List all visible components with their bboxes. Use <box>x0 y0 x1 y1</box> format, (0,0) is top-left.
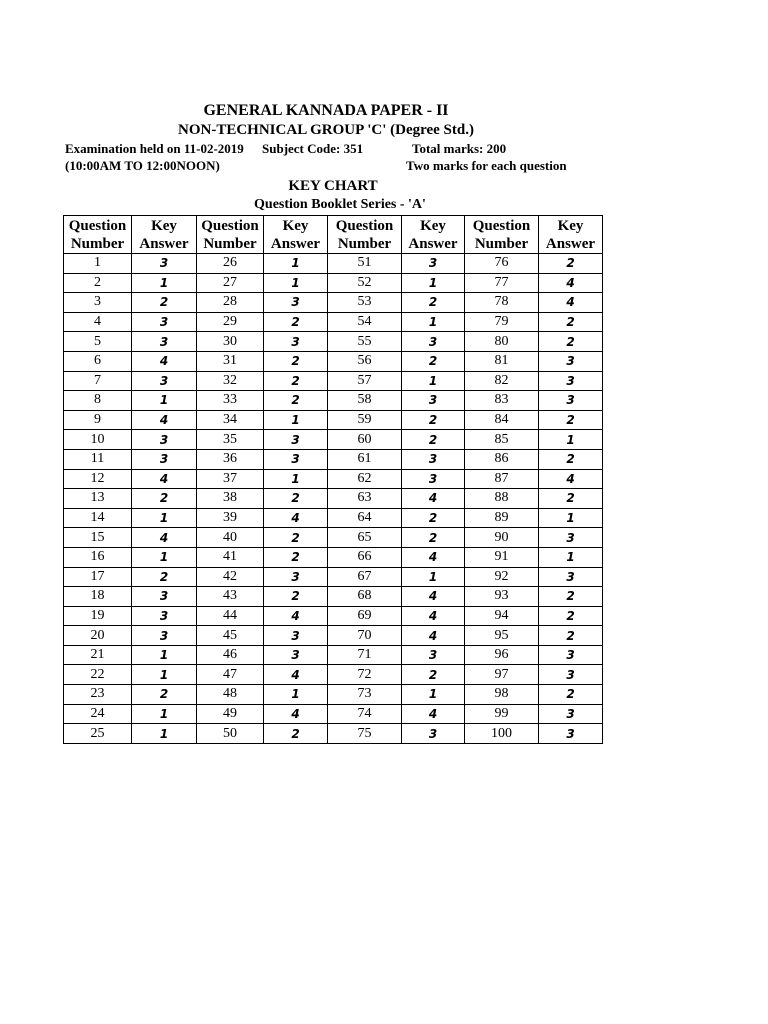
question-number-cell: 54 <box>328 312 402 332</box>
exam-time: (10:00AM TO 12:00NOON) <box>65 158 220 173</box>
table-row <box>64 273 603 293</box>
question-number-cell: 70 <box>328 626 402 646</box>
key-answer-cell: 1 <box>132 704 197 724</box>
key-answer-cell: 1 <box>402 371 465 391</box>
header-row <box>64 216 603 254</box>
key-answer-cell: 2 <box>402 410 465 430</box>
question-number-cell: 21 <box>64 645 132 665</box>
table-row <box>64 567 603 587</box>
booklet-series: Question Booklet Series - 'A' <box>254 197 426 212</box>
question-number-cell: 25 <box>64 724 132 744</box>
key-answer-cell: 3 <box>402 391 465 411</box>
question-number-cell: 13 <box>64 489 132 509</box>
key-answer-cell: 3 <box>132 254 197 274</box>
question-number-cell: 10 <box>64 430 132 450</box>
question-number-cell: 14 <box>64 508 132 528</box>
question-number-cell: 60 <box>328 430 402 450</box>
key-answer-cell: 3 <box>402 645 465 665</box>
key-answer-cell: 4 <box>132 469 197 489</box>
key-answer-cell: 2 <box>264 391 328 411</box>
key-answer-cell: 4 <box>539 469 603 489</box>
question-number-cell: 12 <box>64 469 132 489</box>
question-number-cell: 80 <box>465 332 539 352</box>
key-answer-cell: 1 <box>132 645 197 665</box>
column-header: Question Number <box>197 216 264 254</box>
question-number-cell: 38 <box>197 489 264 509</box>
key-answer-cell: 1 <box>132 724 197 744</box>
key-answer-cell: 4 <box>402 587 465 607</box>
question-number-cell: 55 <box>328 332 402 352</box>
question-number-cell: 68 <box>328 587 402 607</box>
column-header: Key Answer <box>539 216 603 254</box>
question-number-cell: 71 <box>328 645 402 665</box>
table-row <box>64 626 603 646</box>
question-number-cell: 22 <box>64 665 132 685</box>
table-row <box>64 410 603 430</box>
question-number-cell: 83 <box>465 391 539 411</box>
key-answer-cell: 2 <box>539 685 603 705</box>
question-number-cell: 85 <box>465 430 539 450</box>
question-number-cell: 27 <box>197 273 264 293</box>
question-number-cell: 96 <box>465 645 539 665</box>
table-row <box>64 587 603 607</box>
question-number-cell: 89 <box>465 508 539 528</box>
key-answer-cell: 3 <box>132 430 197 450</box>
key-answer-cell: 3 <box>264 626 328 646</box>
question-number-cell: 56 <box>328 351 402 371</box>
key-answer-cell: 3 <box>539 351 603 371</box>
key-answer-cell: 4 <box>132 528 197 548</box>
question-number-cell: 48 <box>197 685 264 705</box>
question-number-cell: 35 <box>197 430 264 450</box>
key-answer-cell: 3 <box>264 430 328 450</box>
column-header: Question Number <box>328 216 402 254</box>
question-number-cell: 19 <box>64 606 132 626</box>
key-answer-cell: 3 <box>132 312 197 332</box>
table-row <box>64 254 603 274</box>
key-answer-cell: 1 <box>539 508 603 528</box>
question-number-cell: 16 <box>64 547 132 567</box>
question-number-cell: 52 <box>328 273 402 293</box>
table-body <box>64 254 603 744</box>
question-number-cell: 66 <box>328 547 402 567</box>
key-answer-cell: 3 <box>264 449 328 469</box>
column-header: Question Number <box>64 216 132 254</box>
key-answer-cell: 4 <box>264 508 328 528</box>
column-header: Question Number <box>465 216 539 254</box>
key-answer-cell: 3 <box>402 332 465 352</box>
key-answer-cell: 4 <box>264 606 328 626</box>
key-answer-cell: 2 <box>264 351 328 371</box>
question-number-cell: 15 <box>64 528 132 548</box>
table-row <box>64 704 603 724</box>
key-answer-cell: 2 <box>539 410 603 430</box>
key-answer-cell: 2 <box>264 371 328 391</box>
key-answer-cell: 4 <box>402 606 465 626</box>
question-number-cell: 18 <box>64 587 132 607</box>
key-answer-cell: 2 <box>132 489 197 509</box>
key-answer-cell: 2 <box>539 587 603 607</box>
question-number-cell: 58 <box>328 391 402 411</box>
question-number-cell: 84 <box>465 410 539 430</box>
question-number-cell: 69 <box>328 606 402 626</box>
table-row <box>64 645 603 665</box>
question-number-cell: 47 <box>197 665 264 685</box>
key-answer-cell: 3 <box>402 254 465 274</box>
question-number-cell: 43 <box>197 587 264 607</box>
question-number-cell: 63 <box>328 489 402 509</box>
key-answer-cell: 3 <box>132 332 197 352</box>
exam-date: Examination held on 11-02-2019 <box>65 141 244 156</box>
key-answer-cell: 1 <box>264 254 328 274</box>
column-header: Key Answer <box>264 216 328 254</box>
key-answer-cell: 1 <box>402 273 465 293</box>
question-number-cell: 79 <box>465 312 539 332</box>
key-answer-cell: 1 <box>539 547 603 567</box>
question-number-cell: 100 <box>465 724 539 744</box>
group-title: NON-TECHNICAL GROUP 'C' (Degree Std.) <box>178 122 474 138</box>
question-number-cell: 81 <box>465 351 539 371</box>
key-answer-cell: 2 <box>539 312 603 332</box>
key-answer-cell: 2 <box>132 567 197 587</box>
key-answer-cell: 2 <box>402 430 465 450</box>
question-number-cell: 99 <box>465 704 539 724</box>
question-number-cell: 94 <box>465 606 539 626</box>
key-answer-cell: 4 <box>132 410 197 430</box>
key-answer-cell: 2 <box>402 351 465 371</box>
question-number-cell: 78 <box>465 293 539 313</box>
key-answer-cell: 4 <box>402 489 465 509</box>
question-number-cell: 17 <box>64 567 132 587</box>
question-number-cell: 64 <box>328 508 402 528</box>
key-answer-cell: 2 <box>539 489 603 509</box>
key-answer-cell: 2 <box>132 293 197 313</box>
question-number-cell: 97 <box>465 665 539 685</box>
key-answer-cell: 1 <box>132 391 197 411</box>
question-number-cell: 95 <box>465 626 539 646</box>
question-number-cell: 44 <box>197 606 264 626</box>
key-answer-cell: 1 <box>402 685 465 705</box>
table-row <box>64 508 603 528</box>
question-number-cell: 86 <box>465 449 539 469</box>
key-answer-cell: 3 <box>539 391 603 411</box>
key-answer-cell: 3 <box>264 645 328 665</box>
key-answer-cell: 1 <box>264 273 328 293</box>
key-answer-cell: 2 <box>402 528 465 548</box>
question-number-cell: 50 <box>197 724 264 744</box>
question-number-cell: 73 <box>328 685 402 705</box>
table-row <box>64 528 603 548</box>
table-row <box>64 449 603 469</box>
key-answer-cell: 4 <box>264 665 328 685</box>
question-number-cell: 65 <box>328 528 402 548</box>
question-number-cell: 32 <box>197 371 264 391</box>
key-answer-cell: 3 <box>539 704 603 724</box>
question-number-cell: 49 <box>197 704 264 724</box>
question-number-cell: 59 <box>328 410 402 430</box>
key-answer-cell: 2 <box>539 606 603 626</box>
key-answer-cell: 4 <box>539 293 603 313</box>
table-row <box>64 332 603 352</box>
key-answer-cell: 1 <box>132 547 197 567</box>
column-header: Key Answer <box>402 216 465 254</box>
question-number-cell: 29 <box>197 312 264 332</box>
paper-title: GENERAL KANNADA PAPER - II <box>203 102 449 119</box>
question-number-cell: 41 <box>197 547 264 567</box>
key-answer-cell: 2 <box>402 293 465 313</box>
key-answer-cell: 3 <box>132 371 197 391</box>
key-answer-cell: 2 <box>264 547 328 567</box>
key-answer-cell: 4 <box>132 351 197 371</box>
question-number-cell: 24 <box>64 704 132 724</box>
key-answer-cell: 1 <box>132 665 197 685</box>
key-answer-cell: 4 <box>402 704 465 724</box>
table-row <box>64 724 603 744</box>
question-number-cell: 30 <box>197 332 264 352</box>
question-number-cell: 23 <box>64 685 132 705</box>
key-answer-cell: 1 <box>264 469 328 489</box>
marks-note: Two marks for each question <box>406 158 567 173</box>
key-answer-cell: 3 <box>539 371 603 391</box>
question-number-cell: 3 <box>64 293 132 313</box>
question-number-cell: 74 <box>328 704 402 724</box>
key-answer-cell: 3 <box>264 567 328 587</box>
table-row <box>64 665 603 685</box>
question-number-cell: 7 <box>64 371 132 391</box>
question-number-cell: 11 <box>64 449 132 469</box>
key-answer-cell: 2 <box>132 685 197 705</box>
question-number-cell: 5 <box>64 332 132 352</box>
key-answer-cell: 1 <box>132 508 197 528</box>
key-answer-cell: 3 <box>539 724 603 744</box>
key-answer-cell: 3 <box>402 449 465 469</box>
question-number-cell: 1 <box>64 254 132 274</box>
question-number-cell: 2 <box>64 273 132 293</box>
question-number-cell: 28 <box>197 293 264 313</box>
key-answer-cell: 3 <box>402 724 465 744</box>
question-number-cell: 75 <box>328 724 402 744</box>
key-answer-cell: 3 <box>132 587 197 607</box>
question-number-cell: 37 <box>197 469 264 489</box>
chart-title: KEY CHART <box>288 178 378 194</box>
question-number-cell: 67 <box>328 567 402 587</box>
question-number-cell: 90 <box>465 528 539 548</box>
question-number-cell: 9 <box>64 410 132 430</box>
question-number-cell: 39 <box>197 508 264 528</box>
question-number-cell: 57 <box>328 371 402 391</box>
key-answer-cell: 2 <box>402 508 465 528</box>
key-answer-cell: 4 <box>402 547 465 567</box>
table-row <box>64 489 603 509</box>
key-answer-cell: 4 <box>264 704 328 724</box>
question-number-cell: 91 <box>465 547 539 567</box>
key-answer-cell: 1 <box>264 685 328 705</box>
question-number-cell: 4 <box>64 312 132 332</box>
table-row <box>64 547 603 567</box>
question-number-cell: 77 <box>465 273 539 293</box>
key-answer-cell: 2 <box>264 724 328 744</box>
question-number-cell: 51 <box>328 254 402 274</box>
question-number-cell: 62 <box>328 469 402 489</box>
key-answer-cell: 2 <box>539 332 603 352</box>
key-answer-cell: 2 <box>402 665 465 685</box>
question-number-cell: 46 <box>197 645 264 665</box>
key-answer-cell: 3 <box>539 665 603 685</box>
table-row <box>64 312 603 332</box>
key-answer-cell: 3 <box>132 606 197 626</box>
key-answer-cell: 3 <box>402 469 465 489</box>
question-number-cell: 26 <box>197 254 264 274</box>
key-answer-cell: 4 <box>402 626 465 646</box>
question-number-cell: 34 <box>197 410 264 430</box>
question-number-cell: 36 <box>197 449 264 469</box>
key-answer-cell: 1 <box>264 410 328 430</box>
key-answer-cell: 3 <box>264 293 328 313</box>
key-answer-cell: 3 <box>132 449 197 469</box>
key-chart-table <box>63 215 603 744</box>
question-number-cell: 31 <box>197 351 264 371</box>
key-answer-cell: 1 <box>132 273 197 293</box>
key-answer-cell: 3 <box>132 626 197 646</box>
question-number-cell: 87 <box>465 469 539 489</box>
question-number-cell: 72 <box>328 665 402 685</box>
table-row <box>64 430 603 450</box>
question-number-cell: 93 <box>465 587 539 607</box>
key-answer-cell: 2 <box>539 254 603 274</box>
key-answer-cell: 2 <box>264 528 328 548</box>
question-number-cell: 33 <box>197 391 264 411</box>
question-number-cell: 53 <box>328 293 402 313</box>
question-number-cell: 45 <box>197 626 264 646</box>
key-answer-cell: 3 <box>264 332 328 352</box>
key-answer-cell: 4 <box>539 273 603 293</box>
key-answer-cell: 3 <box>539 645 603 665</box>
table-row <box>64 371 603 391</box>
table-row <box>64 293 603 313</box>
column-header: Key Answer <box>132 216 197 254</box>
question-number-cell: 88 <box>465 489 539 509</box>
question-number-cell: 76 <box>465 254 539 274</box>
key-answer-cell: 2 <box>539 626 603 646</box>
table-row <box>64 391 603 411</box>
key-answer-cell: 3 <box>539 567 603 587</box>
question-number-cell: 20 <box>64 626 132 646</box>
total-marks: Total marks: 200 <box>412 141 507 156</box>
table-row <box>64 351 603 371</box>
table-row <box>64 606 603 626</box>
key-answer-cell: 3 <box>539 528 603 548</box>
key-answer-cell: 1 <box>402 312 465 332</box>
question-number-cell: 6 <box>64 351 132 371</box>
key-answer-cell: 1 <box>402 567 465 587</box>
question-number-cell: 61 <box>328 449 402 469</box>
subject-code: Subject Code: 351 <box>262 141 364 156</box>
key-answer-cell: 2 <box>264 312 328 332</box>
key-answer-cell: 2 <box>264 587 328 607</box>
question-number-cell: 92 <box>465 567 539 587</box>
question-number-cell: 82 <box>465 371 539 391</box>
question-number-cell: 98 <box>465 685 539 705</box>
key-answer-cell: 2 <box>264 489 328 509</box>
table-row <box>64 685 603 705</box>
table-row <box>64 469 603 489</box>
question-number-cell: 42 <box>197 567 264 587</box>
question-number-cell: 8 <box>64 391 132 411</box>
key-answer-cell: 2 <box>539 449 603 469</box>
question-number-cell: 40 <box>197 528 264 548</box>
key-answer-cell: 1 <box>539 430 603 450</box>
